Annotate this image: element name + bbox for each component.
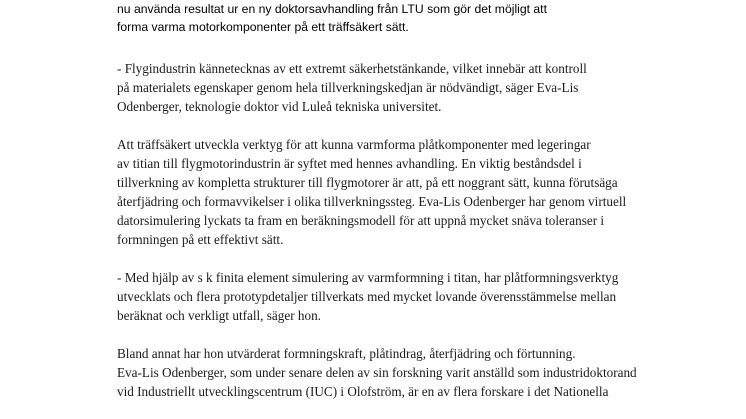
- paragraph-evaluation: [117, 344, 677, 401]
- text-line: Bland annat har hon utvärderat formningskraft, plåtindrag, återfjädring och förtunning.: [117, 346, 576, 361]
- text-line: utvecklats och flera prototypdetaljer tillverkats med mycket lovande överensstämmelse mellan: [117, 289, 617, 304]
- text-line: datorsimulering lyckats ta fram en beräkningsmodell för att uppnå mycket snäva toleranser i: [117, 213, 605, 228]
- text-line: vid Industriellt utvecklingscentrum (IUC) i Olofström, är en av flera forskare i det Nationella: [117, 384, 609, 399]
- text-line: formningen på ett effektivt sätt.: [117, 232, 284, 247]
- text-line: forma varma motorkomponenter på ett träffsäkert sätt.: [117, 20, 409, 34]
- text-line: återfjädring och formavvikelser i olika tillverkningssteg. Eva-Lis Odenberger har genom virtuell: [117, 194, 627, 209]
- paragraph-thesis-purpose: [117, 135, 677, 249]
- text-line: Odenberger, teknologie doktor vid Luleå tekniska universitet.: [117, 99, 442, 114]
- text-line: tillverkning av kompletta strukturer till flygmotorer är att, på ett noggrant sätt, kunna förutsäga: [117, 175, 618, 190]
- article-body: [117, 59, 677, 419]
- text-line: på materialets egenskaper genom hela tillverkningskedjan är nödvändigt, säger Eva-Lis: [117, 80, 579, 95]
- text-line: - Flygindustrin kännetecknas av ett extremt säkerhetstänkande, vilket innebär att kontroll: [117, 61, 587, 76]
- text-line: Att träffsäkert utveckla verktyg för att kunna varmforma plåtkomponenter med legeringar: [117, 137, 591, 152]
- paragraph-quote-simulation: [117, 268, 677, 325]
- text-line: beräknat och verkligt utfall, säger hon.: [117, 308, 321, 323]
- text-line: nu använda resultat ur en ny doktorsavhandling från LTU som gör det möjligt att: [117, 2, 547, 16]
- text-line: - Med hjälp av s k finita element simulering av varmformning i titan, har plåtformningsverktyg: [117, 270, 619, 285]
- text-line: av titian till flygmotorindustrin är syftet med hennes avhandling. En viktig beståndsdel i: [117, 156, 582, 171]
- intro-paragraph: [117, 0, 677, 36]
- text-line: Eva-Lis Odenberger, som under senare delen av sin forskning varit anställd som industridoktorand: [117, 365, 637, 380]
- paragraph-quote-safety: [117, 59, 677, 116]
